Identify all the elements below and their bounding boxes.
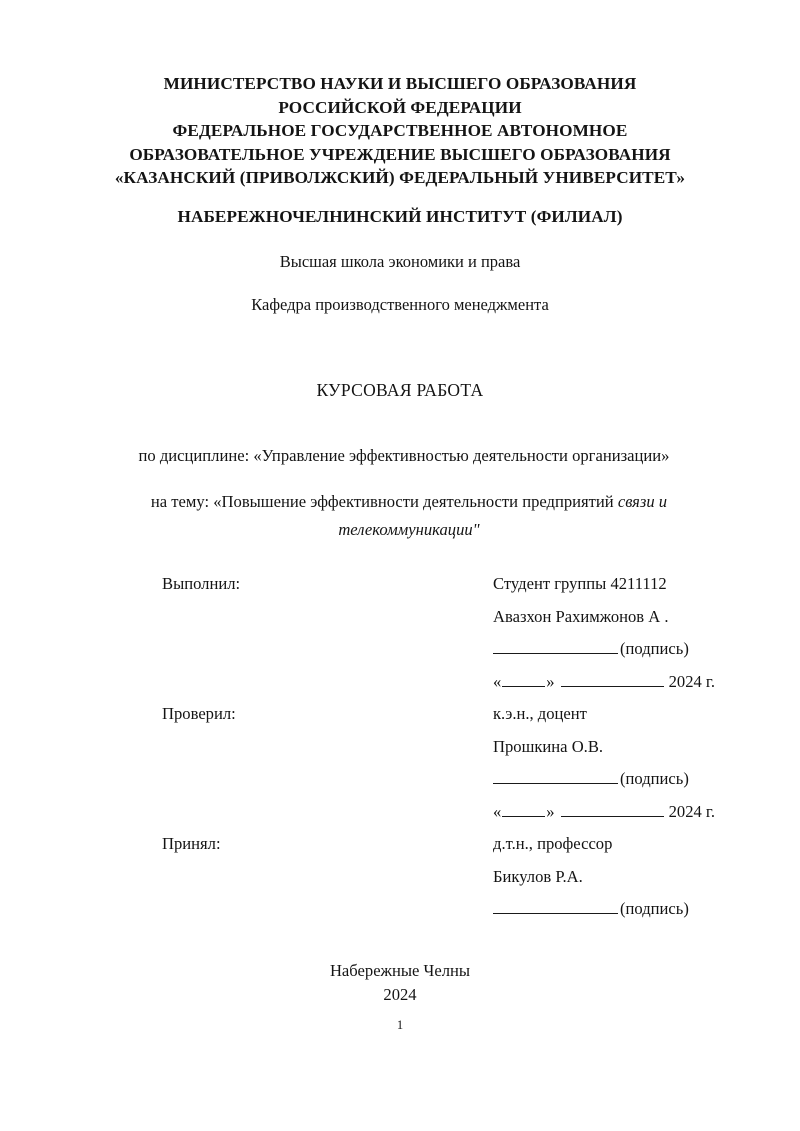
date-quote-open: « — [493, 671, 502, 691]
day-underline[interactable] — [502, 802, 545, 817]
date-year: 2024 г. — [668, 671, 716, 691]
signature-details-performer — [493, 572, 742, 702]
org-line-5: «КАЗАНСКИЙ (ПРИВОЛЖСКИЙ) ФЕДЕРАЛЬНЫЙ УНИВЕРСИТЕТ» — [114, 168, 686, 187]
org-line-4: ОБРАЗОВАТЕЛЬНОЕ УЧРЕЖДЕНИЕ ВЫСШЕГО ОБРАЗОВАНИЯ — [129, 144, 671, 164]
acceptor-title: д.т.н., профессор — [493, 834, 613, 853]
signature-block-performer — [162, 572, 742, 702]
reviewer-title: к.э.н., доцент — [493, 704, 587, 723]
reviewer-name: Прошкина О.В. — [493, 736, 604, 756]
role-label-performer: Выполнил: — [162, 574, 241, 593]
reviewer-date-row — [493, 800, 742, 833]
date-quote-open: « — [493, 801, 502, 821]
signature-caption: (подпись) — [620, 899, 689, 918]
institute-name: НАБЕРЕЖНОЧЕЛНИНСКИЙ ИНСТИТУТ (ФИЛИАЛ) — [177, 207, 623, 226]
signature-underline[interactable] — [493, 899, 618, 914]
performer-group: Студент группы 4211112 — [493, 574, 667, 593]
signature-block-acceptor — [162, 832, 742, 930]
signature-underline[interactable] — [493, 639, 618, 654]
performer-name: Авазхон Рахимжонов А . — [493, 606, 669, 626]
organization-header — [60, 72, 740, 190]
performer-date-row — [493, 670, 742, 703]
date-quote-close: » — [546, 801, 555, 821]
date-year: 2024 г. — [668, 801, 716, 821]
role-label-acceptor: Принял: — [162, 834, 221, 853]
discipline-line: по дисциплине: «Управление эффективностью деятельности организации» — [138, 446, 670, 465]
page-number: 1 — [396, 1018, 404, 1032]
school-name: Высшая школа экономики и права — [279, 252, 521, 271]
signature-caption: (подпись) — [620, 769, 689, 788]
signature-block-reviewer — [162, 702, 742, 832]
acceptor-signature-row — [493, 897, 742, 930]
department-name: Кафедра производственного менеджмента — [251, 295, 549, 314]
reviewer-signature-row — [493, 767, 742, 800]
work-type-title: КУРСОВАЯ РАБОТА — [316, 380, 484, 400]
org-line-3: ФЕДЕРАЛЬНОЕ ГОСУДАРСТВЕННОЕ АВТОНОМНОЕ — [172, 121, 628, 140]
performer-signature-row — [493, 637, 742, 670]
signature-details-reviewer — [493, 702, 742, 832]
signature-underline[interactable] — [493, 769, 618, 784]
org-line-2: РОССИЙСКОЙ ФЕДЕРАЦИИ — [278, 97, 522, 117]
topic-prefix: на тему: «Повышение эффективности деятельности предприятий — [150, 492, 618, 511]
month-underline[interactable] — [561, 672, 664, 687]
org-line-1: МИНИСТЕРСТВО НАУКИ И ВЫСШЕГО ОБРАЗОВАНИЯ — [163, 74, 637, 93]
acceptor-name: Бикулов Р.А. — [493, 866, 583, 886]
topic-line — [118, 488, 700, 544]
signature-details-acceptor — [493, 832, 742, 930]
footer-city: Набережные Челны — [329, 961, 471, 980]
date-quote-close: » — [546, 671, 555, 691]
topic-italic: связи и телекоммуникации" — [338, 492, 668, 539]
signature-caption: (подпись) — [620, 639, 689, 658]
role-label-reviewer: Проверил: — [162, 704, 236, 723]
day-underline[interactable] — [502, 672, 545, 687]
month-underline[interactable] — [561, 802, 664, 817]
footer-year: 2024 — [383, 985, 417, 1004]
